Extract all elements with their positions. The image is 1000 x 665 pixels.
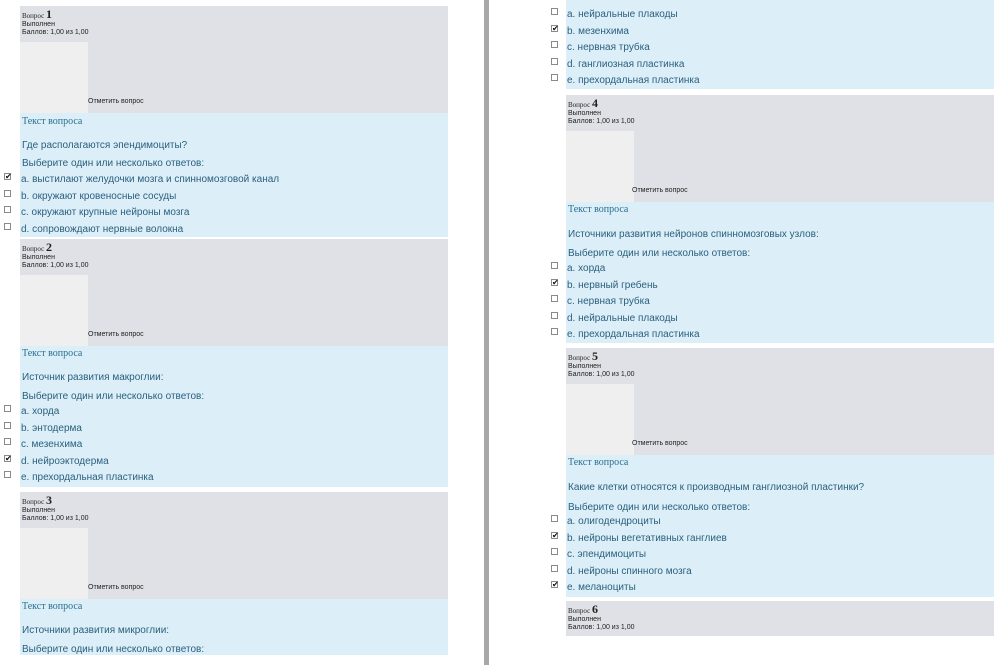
question-text-heading: Текст вопроса — [22, 601, 83, 612]
question-number: 1 — [45, 7, 52, 21]
checkbox[interactable] — [4, 422, 11, 429]
question-grade: Баллов: 1,00 из 1,00 — [568, 118, 635, 125]
flag-area — [20, 42, 88, 113]
checkbox[interactable]: ✔ — [552, 580, 559, 589]
question-text-heading: Текст вопроса — [568, 457, 629, 468]
select-prompt: Выберите один или несколько ответов: — [22, 158, 205, 169]
checkbox[interactable] — [551, 515, 558, 522]
flag-question-link[interactable]: Отметить вопрос — [632, 187, 688, 194]
flag-question-link[interactable]: Отметить вопрос — [88, 584, 144, 591]
question-text: Источники развития микроглии: — [22, 625, 170, 636]
question-text: Источник развития макроглии: — [22, 372, 164, 383]
checkbox[interactable] — [551, 74, 558, 81]
question-number: 2 — [45, 240, 52, 254]
left-page: Вопрос 1 Выполнен Баллов: 1,00 из 1,00 Отметить вопрос Текст вопроса Где располагаются эпендимоциты? Выберите один или несколько ответов: ✔ a. выстилают желудочки мозга и спинномозговой канал b. окружают кровеносные сосуды c. окружают крупные нейроны мозга d. сопровождают нервные волокна Вопрос 2 Выполнен Баллов: 1,00 из 1,00 Отметить вопрос Текст вопроса Источник развития макроглии: Выберите один или несколько ответов: a. хорда b. энтодерма c. мезенхима ✔ d. нейроэктодерма e. прехордальная пластинка Вопрос 3 Выполнен Баллов: 1,00 из 1,00 Отметить вопрос Текст вопроса Источники развития микроглии: Выберите один или несколько ответов: — [0, 0, 484, 665]
question-text: Где располагаются эпендимоциты? — [22, 140, 188, 151]
question-info-6 — [566, 601, 994, 636]
checkbox[interactable] — [551, 312, 558, 319]
question-prefix: Вопрос — [568, 354, 591, 362]
checkbox[interactable]: ✔ — [5, 453, 12, 463]
select-prompt: Выберите один или несколько ответов: — [568, 502, 751, 513]
checkbox[interactable] — [551, 565, 558, 572]
question-text-heading: Текст вопроса — [22, 348, 83, 359]
checkbox[interactable] — [551, 41, 558, 48]
question-info-1 — [20, 6, 448, 113]
question-info-2 — [20, 239, 448, 346]
checkbox[interactable] — [4, 405, 11, 412]
checkbox[interactable] — [551, 295, 558, 302]
question-text-heading: Текст вопроса — [568, 204, 629, 215]
checkbox[interactable] — [551, 328, 558, 335]
checkbox[interactable] — [551, 548, 558, 555]
checkbox[interactable] — [551, 8, 558, 15]
question-info-5 — [566, 348, 994, 455]
question-prefix: Вопрос — [22, 12, 45, 20]
question-text: Какие клетки относятся к производным ганглиозной пластинки? — [568, 482, 865, 493]
select-prompt: Выберите один или несколько ответов: — [568, 248, 751, 259]
checkbox[interactable] — [551, 262, 558, 269]
checkbox[interactable]: ✔ — [5, 172, 12, 181]
flag-question-link[interactable]: Отметить вопрос — [88, 98, 144, 105]
question-grade: Баллов: 1,00 из 1,00 — [568, 624, 635, 631]
flag-area — [20, 528, 88, 599]
question-state: Выполнен — [568, 110, 601, 117]
checkbox[interactable] — [551, 58, 558, 65]
question-number: 3 — [45, 493, 52, 507]
checkbox[interactable]: ✔ — [552, 530, 559, 540]
question-text: Источники развития нейронов спинномозговых узлов: — [568, 229, 819, 240]
question-text-heading: Текст вопроса — [22, 116, 83, 127]
question-number: 6 — [591, 602, 598, 616]
question-grade: Баллов: 1,00 из 1,00 — [22, 515, 89, 522]
checkbox[interactable] — [4, 438, 11, 445]
flag-area — [566, 384, 634, 455]
question-state: Выполнен — [568, 616, 601, 623]
flag-area — [20, 275, 88, 346]
question-state: Выполнен — [22, 507, 55, 514]
question-state: Выполнен — [22, 254, 55, 261]
checkbox[interactable]: ✔ — [552, 23, 559, 33]
checkbox[interactable]: ✔ — [552, 277, 559, 287]
checkbox[interactable] — [4, 206, 11, 213]
flag-question-link[interactable]: Отметить вопрос — [88, 331, 144, 338]
right-page: a. нейральные плакоды ✔ b. мезенхима c. нервная трубка d. ганглиозная пластинка e. прехордальная пластинка Вопрос 4 Выполнен Баллов: 1,00 из 1,00 Отметить вопрос Текст вопроса Источники развития нейронов спинномозговых узлов: Выберите один или несколько ответов: a. хорда ✔ b. нервный гребень c. нервная трубка d. нейральные плакоды e. прехордальная пластинка Вопрос 5 Выполнен Баллов: 1,00 из 1,00 Отметить вопрос Текст вопроса Какие клетки относятся к производным ганглиозной пластинки? Выберите один или несколько ответов: a. олигодендроциты ✔ b. нейроны вегетативных ганглиев c. эпендимоциты d. нейроны спинного мозга ✔ e. меланоциты Вопрос 6 Выполнен Баллов: 1,00 из 1,00 — [489, 0, 1000, 665]
question-prefix: Вопрос — [568, 101, 591, 109]
question-prefix: Вопрос — [22, 498, 45, 506]
flag-question-link[interactable]: Отметить вопрос — [632, 440, 688, 447]
question-grade: Баллов: 1,00 из 1,00 — [568, 371, 635, 378]
question-prefix: Вопрос — [22, 245, 45, 253]
select-prompt: Выберите один или несколько ответов: — [22, 391, 205, 402]
question-prefix: Вопрос — [568, 607, 591, 615]
question-state: Выполнен — [22, 21, 55, 28]
question-state: Выполнен — [568, 363, 601, 370]
question-info-3 — [20, 492, 448, 599]
checkbox[interactable] — [4, 223, 11, 230]
checkbox[interactable] — [4, 471, 11, 478]
select-prompt: Выберите один или несколько ответов: — [22, 644, 205, 655]
question-grade: Баллов: 1,00 из 1,00 — [22, 29, 89, 36]
question-number: 5 — [591, 349, 598, 363]
question-grade: Баллов: 1,00 из 1,00 — [22, 262, 89, 269]
question-number: 4 — [591, 96, 598, 110]
question-info-4 — [566, 95, 994, 202]
flag-area — [566, 131, 634, 202]
question-content-3 — [20, 599, 448, 655]
checkbox[interactable] — [4, 190, 11, 197]
